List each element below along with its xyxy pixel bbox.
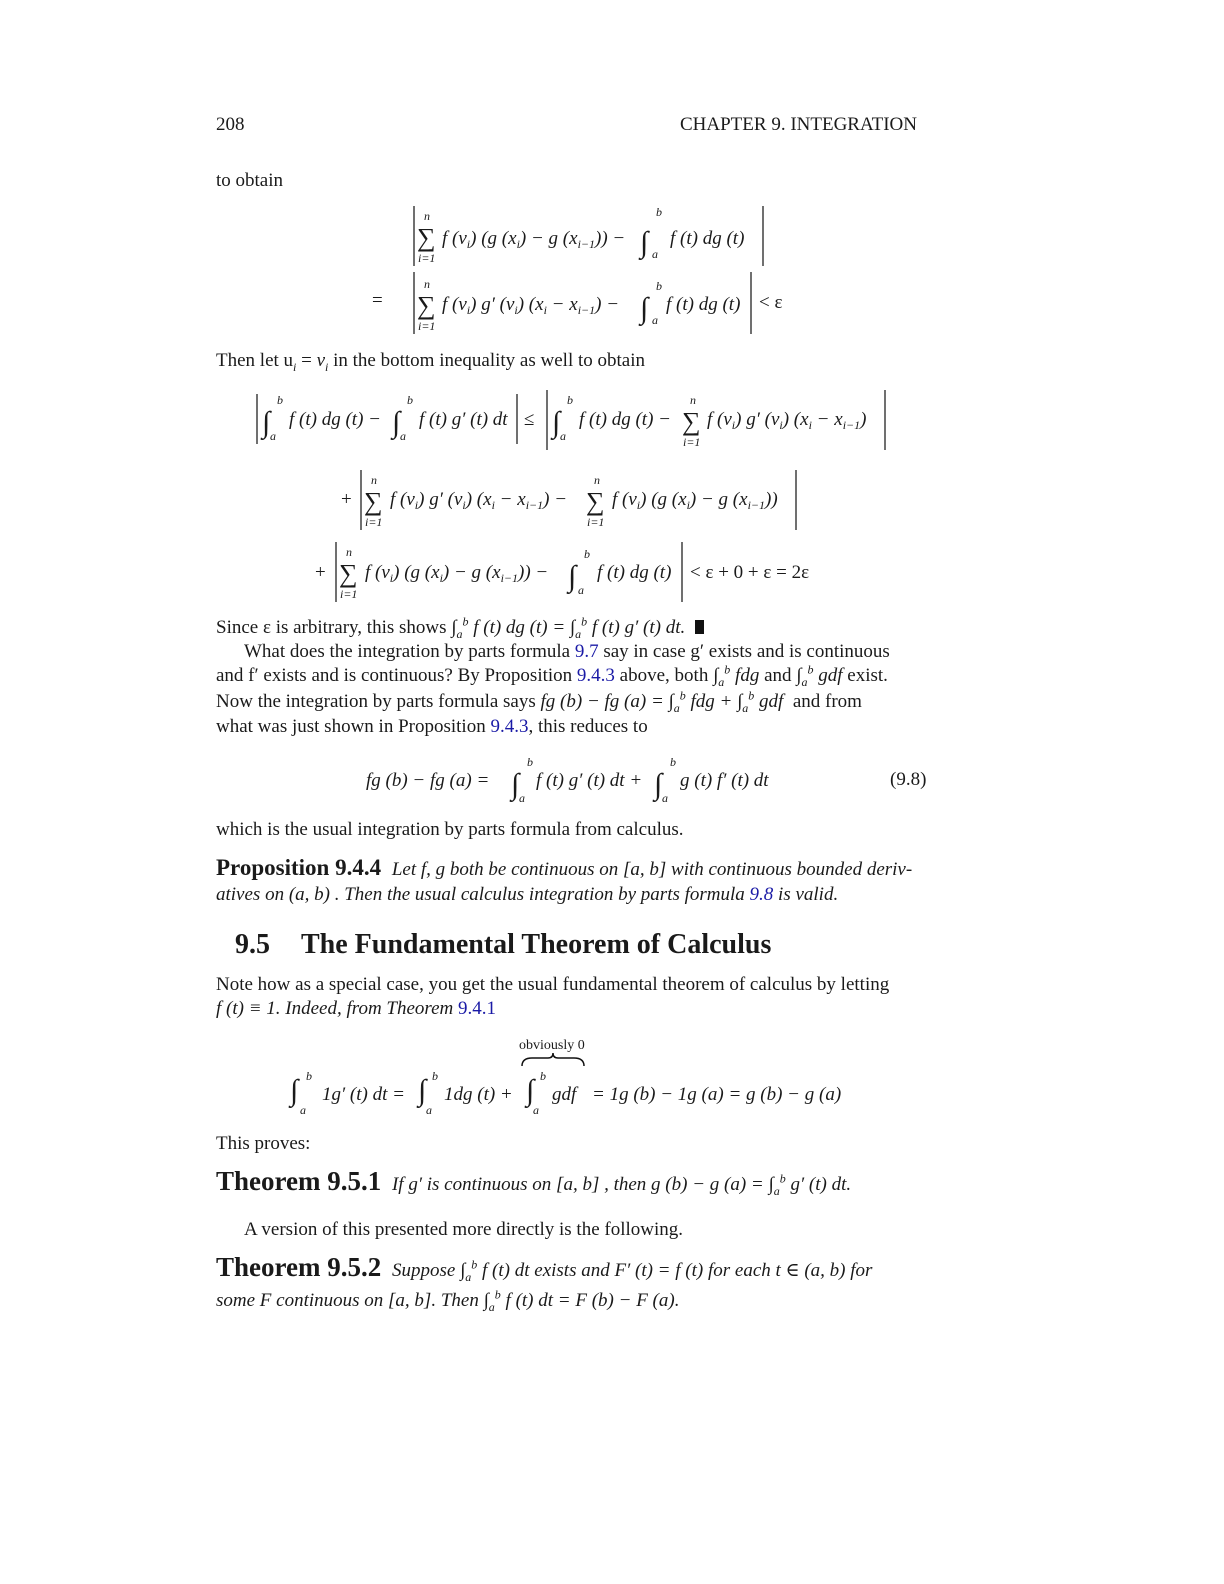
section-number: 9.5 xyxy=(235,929,270,960)
svg-text:∫: ∫ xyxy=(640,292,649,325)
svg-text:i=1: i=1 xyxy=(683,435,701,449)
to-obtain-text: to obtain xyxy=(216,170,284,191)
equation-number: (9.8) xyxy=(890,769,927,790)
svg-text:+: + xyxy=(315,562,326,583)
svg-text:= 1g (b) − 1g (a) = g (b) − g: = 1g (b) − 1g (a) = g (b) − g (a) xyxy=(592,1084,842,1105)
proposition-body-2: atives on (a, b) . Then the usual calculus integration by parts formula 9.8 is valid. xyxy=(216,884,839,905)
svg-text:a: a xyxy=(300,1103,306,1117)
svg-text:a: a xyxy=(400,429,406,443)
which-is-text: which is the usual integration by parts formula from calculus. xyxy=(216,819,684,840)
ref-9-7-link[interactable]: 9.7 xyxy=(574,641,599,662)
svg-text:∑: ∑ xyxy=(417,291,436,320)
svg-text:n: n xyxy=(690,393,696,407)
svg-text:< ε: < ε xyxy=(759,292,783,313)
svg-text:b: b xyxy=(407,393,413,407)
svg-text:∫: ∫ xyxy=(552,406,561,439)
svg-text:f (t) dg (t): f (t) dg (t) xyxy=(670,228,745,249)
svg-text:1g′ (t) dt =: 1g′ (t) dt = xyxy=(322,1084,405,1105)
svg-text:a: a xyxy=(652,247,658,261)
svg-text:f (vi) (g (xi) − g (xi−1)) −: f $(v_i)$ (g $(x_i) - g$ $(x_{i-1})$) − xyxy=(365,562,549,585)
svg-text:∫: ∫ xyxy=(526,1074,535,1107)
since-text: Since ε is arbitrary, this shows $\int_a^b$ f (t) dg $(t) = \int_a^b$ f (t) g′ (t) dt. xyxy=(216,617,704,639)
svg-text:∫: ∫ xyxy=(392,406,401,439)
svg-text:a: a xyxy=(533,1103,539,1117)
svg-text:∫: ∫ xyxy=(654,768,663,801)
then-let-text: Then let $u_i = v_i$ in the bottom inequality as well to obtain xyxy=(216,350,645,374)
svg-text:a: a xyxy=(662,791,668,805)
svg-text:f (t) dg (t): f (t) dg (t) xyxy=(597,562,672,583)
svg-text:b: b xyxy=(567,393,573,407)
svg-text:b: b xyxy=(584,547,590,561)
svg-text:f (t) dg (t): f (t) dg (t) xyxy=(666,294,741,315)
svg-text:f (vi) (g (xi) − g (xi−1)): f $(v_i)$ (g $(x_i) - g$ $(x_{i-1})$) xyxy=(612,489,778,512)
chapter-header: CHAPTER 9. INTEGRATION xyxy=(680,114,917,135)
svg-text:i=1: i=1 xyxy=(418,319,436,333)
this-proves-text: This proves: xyxy=(216,1133,311,1154)
svg-text:f (vi) g′ (vi) (xi − xi−1) −: f $(v_i)$ g′ $(v_i) (x_i - x_{i-1})$ − xyxy=(442,294,620,317)
svg-text:∫: ∫ xyxy=(262,406,271,439)
svg-text:b: b xyxy=(306,1069,312,1083)
theorem-9-5-2: Theorem 9.5.2 Suppose $\int_a^b$ f (t) dt exists and F′ (t) = f (t) for each t ∈ (a, b) for xyxy=(216,1252,873,1284)
svg-text:b: b xyxy=(540,1069,546,1083)
svg-text:b: b xyxy=(656,279,662,293)
svg-text:b: b xyxy=(527,755,533,769)
svg-text:f (vi) (g (xi) − g (xi−1)) −: f $(v_i)$ (g $(x_i) - g$ $(x_{i-1})$) − xyxy=(442,228,626,251)
svg-text:n: n xyxy=(371,473,377,487)
svg-text:f (vi) g′ (vi) (xi − xi−1) −: f $(v_i)$ g′ $(v_i) (x_i - x_{i-1})$ − xyxy=(390,489,568,512)
svg-text:i=1: i=1 xyxy=(418,251,436,265)
version-text: A version of this presented more directly is the following. xyxy=(244,1219,684,1240)
svg-text:∫: ∫ xyxy=(568,560,577,593)
and-f-text: and f′ exists and is continuous? By Proposition 9.4.3 above, both $\int_a^b$ fdg and $\int_a^b$ gdf exist. xyxy=(216,662,888,689)
what-does-text: What does the integration by parts formula 9.7 say in case g′ exists and is continuous xyxy=(244,641,890,662)
theorem-9-5-2-label: Theorem 9.5.2 xyxy=(216,1252,382,1282)
svg-text:b: b xyxy=(432,1069,438,1083)
svg-text:< ε + 0 + ε = 2ε: < ε + 0 + ε = 2ε xyxy=(690,562,810,583)
svg-text:f (t) dg (t) −: f (t) dg (t) − xyxy=(289,409,381,430)
svg-text:∑: ∑ xyxy=(339,559,358,588)
svg-text:b: b xyxy=(656,205,662,219)
svg-text:∫: ∫ xyxy=(418,1074,427,1107)
svg-text:g (t) f′ (t) dt: g (t) f′ (t) dt xyxy=(680,770,769,791)
svg-text:a: a xyxy=(270,429,276,443)
svg-text:i=1: i=1 xyxy=(340,587,358,601)
svg-text:a: a xyxy=(578,583,584,597)
svg-text:=: = xyxy=(372,290,383,311)
svg-text:b: b xyxy=(277,393,283,407)
now-text: Now the integration by parts formula says fg (b) − fg $(a) = \int_a^b$ fdg + $\int_a^b$ gdf and from xyxy=(216,688,862,715)
section-heading xyxy=(235,929,771,961)
svg-text:∫: ∫ xyxy=(511,768,520,801)
svg-text:a: a xyxy=(426,1103,432,1117)
svg-text:gdf: gdf xyxy=(552,1084,577,1105)
svg-text:a: a xyxy=(519,791,525,805)
svg-text:n: n xyxy=(594,473,600,487)
svg-text:∑: ∑ xyxy=(682,407,701,436)
svg-text:1dg (t) +: 1dg (t) + xyxy=(444,1084,513,1105)
svg-text:∑: ∑ xyxy=(586,487,605,516)
svg-text:∫: ∫ xyxy=(640,226,649,259)
note-text-2: f (t) ≡ 1. Indeed, from Theorem 9.4.1 xyxy=(216,998,497,1019)
svg-text:f (vi) g′ (vi) (xi − xi−1): f $(v_i)$ g′ $(v_i) (x_i - x_{i-1})$ xyxy=(707,409,867,432)
ref-9-8-link[interactable]: 9.8 xyxy=(749,884,774,905)
overbrace-label: obviously 0 xyxy=(519,1038,585,1053)
svg-text:f (t) dg (t) −: f (t) dg (t) − xyxy=(579,409,671,430)
page-number: 208 xyxy=(216,114,245,135)
ref-9-4-3-link[interactable]: 9.4.3 xyxy=(576,665,615,686)
svg-text:i=1: i=1 xyxy=(365,515,383,529)
qed-symbol xyxy=(695,620,704,634)
svg-text:a: a xyxy=(652,313,658,327)
ref-9-4-3-link-2[interactable]: 9.4.3 xyxy=(490,716,529,737)
theorem-9-5-2-line-2: some F continuous on [a, b]. Then $\int_a^b$ f (t) dt = F (b) − F (a). xyxy=(216,1287,680,1314)
svg-text:f (t) g′ (t) dt +: f (t) g′ (t) dt + xyxy=(536,770,643,791)
theorem-9-5-1-label: Theorem 9.5.1 xyxy=(216,1166,382,1196)
svg-text:f (t) g′ (t) dt: f (t) g′ (t) dt xyxy=(419,409,508,430)
svg-text:∑: ∑ xyxy=(417,223,436,252)
theorem-9-5-1: Theorem 9.5.1 If g′ is continuous on [a, b] , then g (b) − g $(a) = \int_a^b$ g′ (t) dt. xyxy=(216,1166,852,1198)
section-title: The Fundamental Theorem of Calculus xyxy=(301,929,772,960)
proposition-label: Proposition 9.4.4 xyxy=(216,855,382,880)
what-was-text: what was just shown in Proposition 9.4.3, this reduces to xyxy=(216,716,648,737)
svg-text:n: n xyxy=(346,545,352,559)
svg-text:≤: ≤ xyxy=(524,409,535,430)
ref-9-4-1-link[interactable]: 9.4.1 xyxy=(458,998,497,1019)
svg-text:∑: ∑ xyxy=(364,487,383,516)
svg-text:∫: ∫ xyxy=(290,1074,299,1107)
svg-text:a: a xyxy=(560,429,566,443)
proposition-9-4-4: Proposition 9.4.4 Let f, g both be continuous on [a, b] with continuous bounded deriv- xyxy=(216,855,913,880)
note-text: Note how as a special case, you get the usual fundamental theorem of calculus by letting xyxy=(216,974,890,995)
svg-text:n: n xyxy=(424,277,430,291)
svg-text:+: + xyxy=(341,489,352,510)
svg-text:n: n xyxy=(424,209,430,223)
svg-text:b: b xyxy=(670,755,676,769)
svg-text:i=1: i=1 xyxy=(587,515,605,529)
svg-text:fg (b) − fg (a) =: fg (b) − fg (a) = xyxy=(366,770,490,791)
